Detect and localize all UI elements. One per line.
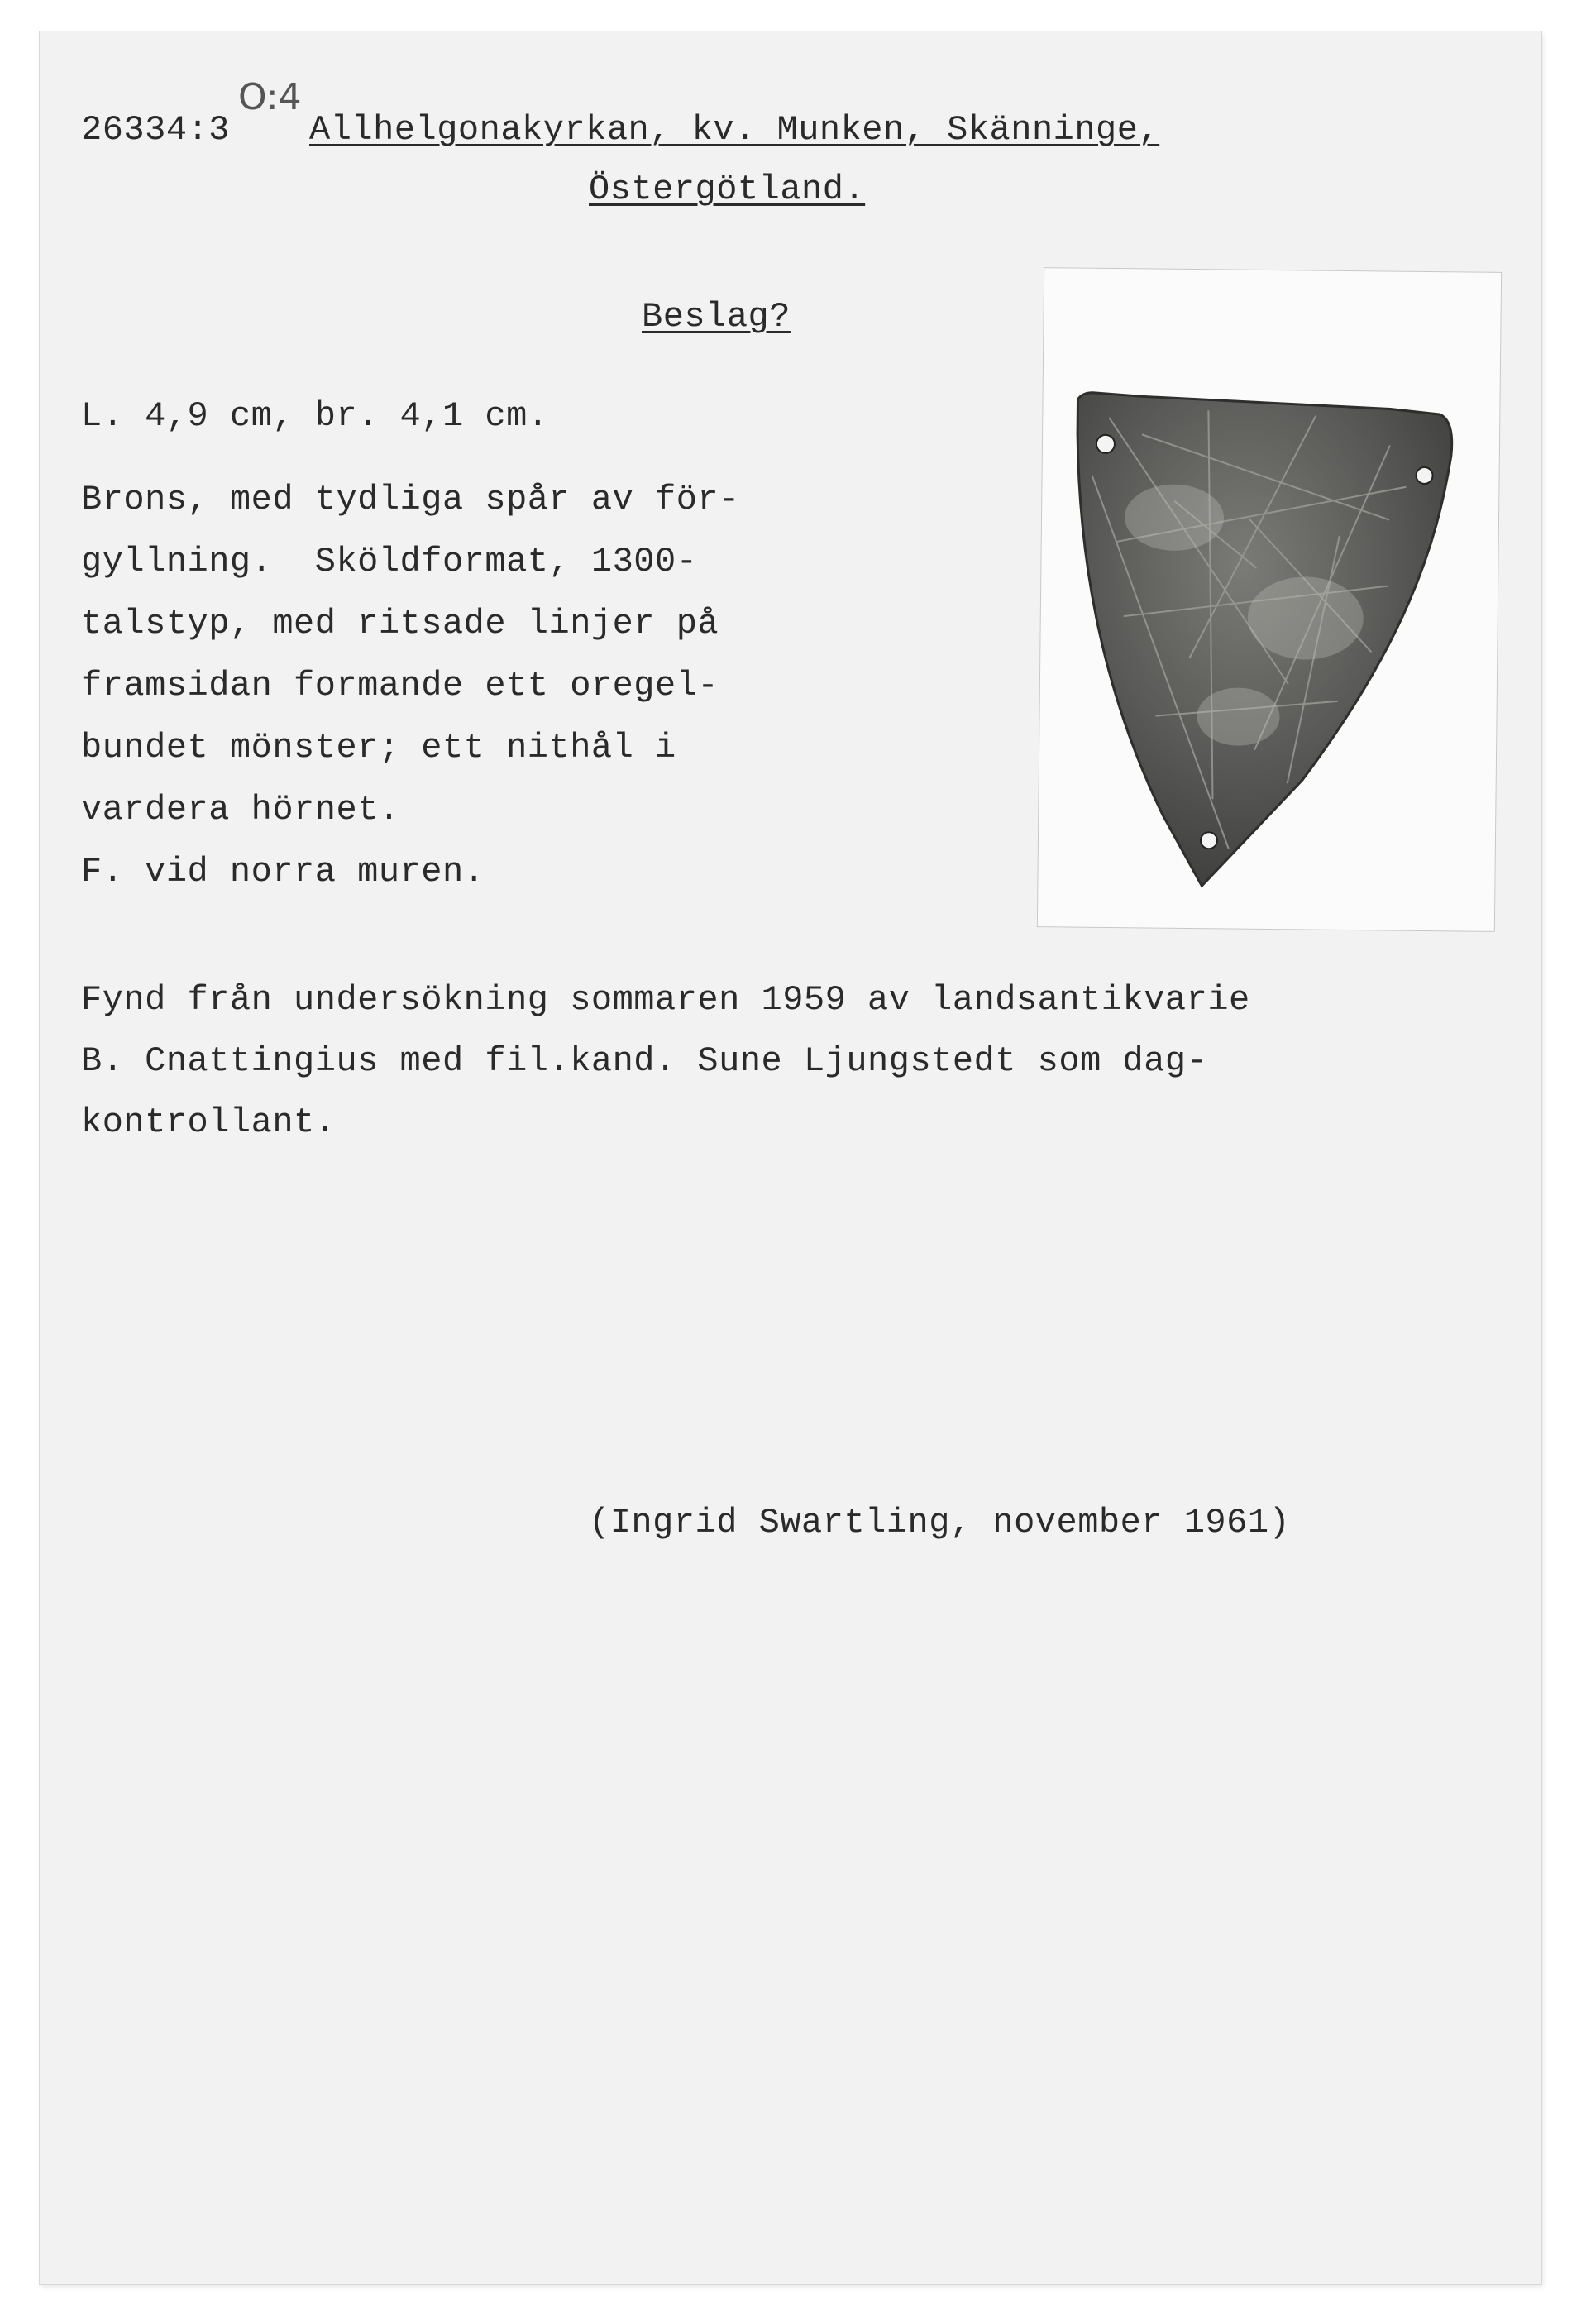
- description-line: gyllning. Sköldformat, 1300-: [81, 542, 698, 581]
- description-line: vardera hörnet.: [81, 790, 400, 830]
- description-line: F. vid norra muren.: [81, 852, 485, 892]
- object-title: Beslag?: [642, 297, 791, 337]
- location-line-1: Allhelgonakyrkan, kv. Munken, Skänninge,: [309, 110, 1160, 150]
- find-note-line: Fynd från undersökning sommaren 1959 av landsantikvarie: [81, 980, 1250, 1020]
- location-line-2: Östergötland.: [589, 170, 866, 209]
- handwritten-note: O:4: [238, 76, 302, 118]
- catalog-card: [40, 31, 1541, 2284]
- description-line: framsidan formande ett oregel-: [81, 666, 719, 705]
- description-line: talstyp, med ritsade linjer på: [81, 604, 719, 643]
- catalog-number: 26334:3: [81, 110, 230, 150]
- description-line: Brons, med tydliga spår av för-: [81, 480, 740, 519]
- find-note-line: B. Cnattingius med fil.kand. Sune Ljungstedt som dag-: [81, 1041, 1208, 1081]
- dimensions: L. 4,9 cm, br. 4,1 cm.: [81, 396, 549, 436]
- signature: (Ingrid Swartling, november 1961): [589, 1503, 1291, 1542]
- find-note-line: kontrollant.: [81, 1102, 337, 1142]
- description-line: bundet mönster; ett nithål i: [81, 728, 676, 767]
- shield-fitting-image: [1038, 268, 1501, 931]
- object-photo: [1037, 267, 1502, 932]
